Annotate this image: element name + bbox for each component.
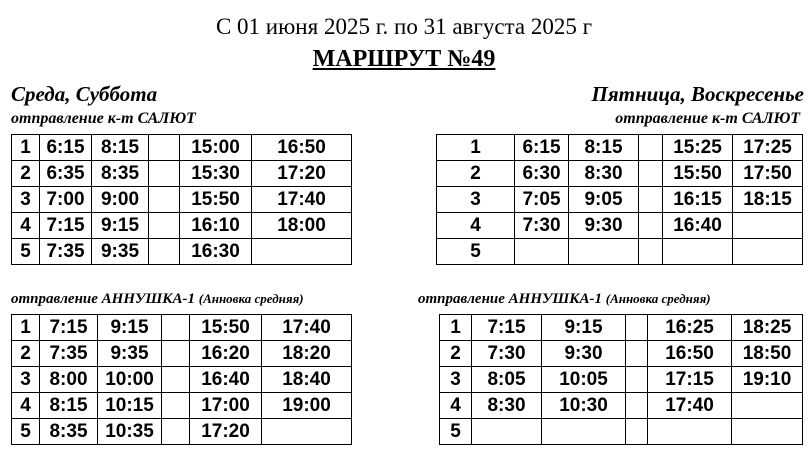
time-1-cell: 8:30 <box>472 393 542 419</box>
departure-label-annushka-left <box>11 291 304 308</box>
time-3-cell: 15:30 <box>180 161 252 187</box>
time-4-cell: 18:15 <box>733 187 803 213</box>
time-3-cell: 15:25 <box>663 135 733 161</box>
departure-label-salut-right: отправление к-т САЛЮТ <box>615 110 800 127</box>
empty-cell <box>626 393 648 419</box>
time-2-cell: 9:15 <box>92 213 149 239</box>
empty-cell <box>626 367 648 393</box>
time-2-cell: 9:30 <box>542 341 626 367</box>
empty-cell <box>626 419 648 445</box>
trip-number-cell: 4 <box>12 393 40 419</box>
time-4-cell: 18:20 <box>262 341 352 367</box>
departure-stop-name: отправление АННУШКА-1 <box>11 291 195 307</box>
time-1-cell: 7:30 <box>472 341 542 367</box>
time-1-cell: 7:35 <box>40 239 92 265</box>
schedule-row <box>12 161 352 187</box>
schedule-row <box>12 187 352 213</box>
schedule-body <box>12 135 352 265</box>
time-4-cell: 17:20 <box>252 161 352 187</box>
schedule-table-wed-sat-annushka <box>11 314 352 445</box>
empty-cell <box>162 393 190 419</box>
time-2-cell: 10:35 <box>98 419 162 445</box>
trip-number-cell: 2 <box>437 161 515 187</box>
time-2-cell: 9:15 <box>542 315 626 341</box>
time-1-cell: 7:30 <box>515 213 569 239</box>
schedule-row <box>440 341 803 367</box>
schedule-row <box>440 315 803 341</box>
trip-number-cell: 5 <box>437 239 515 265</box>
schedule-row <box>12 393 352 419</box>
time-3-cell: 16:25 <box>648 315 732 341</box>
empty-cell <box>639 135 663 161</box>
time-1-cell <box>515 239 569 265</box>
empty-cell <box>149 161 180 187</box>
time-3-cell: 15:00 <box>180 135 252 161</box>
empty-cell <box>162 419 190 445</box>
time-3-cell: 16:40 <box>190 367 262 393</box>
time-1-cell: 7:15 <box>40 213 92 239</box>
time-4-cell <box>732 393 803 419</box>
time-2-cell: 9:35 <box>98 341 162 367</box>
departure-label-salut-left: отправление к-т САЛЮТ <box>11 110 196 127</box>
time-3-cell: 17:15 <box>648 367 732 393</box>
empty-cell <box>639 239 663 265</box>
time-4-cell: 17:40 <box>262 315 352 341</box>
time-2-cell: 9:35 <box>92 239 149 265</box>
departure-stop-note: (Анновка средняя) <box>198 291 304 306</box>
time-1-cell <box>472 419 542 445</box>
time-1-cell: 7:00 <box>40 187 92 213</box>
time-4-cell: 18:50 <box>732 341 803 367</box>
schedule-row <box>440 393 803 419</box>
trip-number-cell: 5 <box>12 419 40 445</box>
trip-number-cell: 5 <box>12 239 40 265</box>
trip-number-cell: 5 <box>440 419 472 445</box>
time-1-cell: 6:30 <box>515 161 569 187</box>
schedule-body <box>12 315 352 445</box>
time-3-cell: 16:10 <box>180 213 252 239</box>
schedule-body <box>437 135 803 265</box>
empty-cell <box>639 161 663 187</box>
time-4-cell: 18:40 <box>262 367 352 393</box>
time-2-cell: 10:30 <box>542 393 626 419</box>
time-4-cell <box>252 239 352 265</box>
schedule-row <box>437 135 803 161</box>
time-2-cell: 9:30 <box>569 213 639 239</box>
time-4-cell: 19:00 <box>262 393 352 419</box>
time-4-cell: 19:10 <box>732 367 803 393</box>
schedule-row <box>437 187 803 213</box>
trip-number-cell: 3 <box>12 187 40 213</box>
time-2-cell: 8:15 <box>92 135 149 161</box>
time-1-cell: 8:00 <box>40 367 98 393</box>
empty-cell <box>162 341 190 367</box>
empty-cell <box>162 367 190 393</box>
time-1-cell: 6:15 <box>515 135 569 161</box>
empty-cell <box>639 187 663 213</box>
trip-number-cell: 4 <box>12 213 40 239</box>
time-3-cell: 16:40 <box>663 213 733 239</box>
schedule-row <box>437 239 803 265</box>
time-2-cell: 9:15 <box>98 315 162 341</box>
empty-cell <box>149 239 180 265</box>
time-1-cell: 6:35 <box>40 161 92 187</box>
trip-number-cell: 3 <box>437 187 515 213</box>
time-1-cell: 8:05 <box>472 367 542 393</box>
days-left-heading: Среда, Суббота <box>11 82 158 106</box>
trip-number-cell: 2 <box>440 341 472 367</box>
departure-stop-note: (Анновка средняя) <box>605 291 711 306</box>
time-1-cell: 7:15 <box>472 315 542 341</box>
time-2-cell: 8:30 <box>569 161 639 187</box>
empty-cell <box>626 315 648 341</box>
time-2-cell: 9:00 <box>92 187 149 213</box>
schedule-table-fri-sun-annushka <box>439 314 803 445</box>
time-3-cell: 16:15 <box>663 187 733 213</box>
time-4-cell <box>733 213 803 239</box>
trip-number-cell: 4 <box>440 393 472 419</box>
time-2-cell: 8:35 <box>92 161 149 187</box>
trip-number-cell: 1 <box>440 315 472 341</box>
departure-label-annushka-right <box>418 291 711 308</box>
route-title: МАРШРУТ №49 <box>312 46 496 72</box>
trip-number-cell: 3 <box>12 367 40 393</box>
time-4-cell: 17:50 <box>733 161 803 187</box>
time-3-cell: 16:50 <box>648 341 732 367</box>
time-1-cell: 7:35 <box>40 341 98 367</box>
time-3-cell: 17:20 <box>190 419 262 445</box>
departure-stop-name: отправление АННУШКА-1 <box>418 291 602 307</box>
days-right-heading: Пятница, Воскресенье <box>591 82 804 106</box>
trip-number-cell: 1 <box>12 315 40 341</box>
schedule-row <box>12 239 352 265</box>
schedule-row <box>12 341 352 367</box>
time-4-cell: 18:25 <box>732 315 803 341</box>
schedule-period: С 01 июня 2025 г. по 31 августа 2025 г <box>215 14 593 39</box>
empty-cell <box>149 213 180 239</box>
time-2-cell: 8:15 <box>569 135 639 161</box>
time-4-cell <box>262 419 352 445</box>
time-4-cell <box>733 239 803 265</box>
schedule-table-fri-sun-salut <box>436 134 803 265</box>
time-3-cell <box>648 419 732 445</box>
schedule-row <box>12 367 352 393</box>
empty-cell <box>626 341 648 367</box>
time-4-cell: 17:25 <box>733 135 803 161</box>
time-4-cell <box>732 419 803 445</box>
schedule-row <box>12 213 352 239</box>
time-1-cell: 7:05 <box>515 187 569 213</box>
schedule-row <box>440 419 803 445</box>
trip-number-cell: 1 <box>437 135 515 161</box>
time-2-cell <box>569 239 639 265</box>
empty-cell <box>639 213 663 239</box>
time-1-cell: 6:15 <box>40 135 92 161</box>
schedule-row <box>440 367 803 393</box>
trip-number-cell: 2 <box>12 161 40 187</box>
time-4-cell: 17:40 <box>252 187 352 213</box>
time-4-cell: 16:50 <box>252 135 352 161</box>
time-2-cell: 10:15 <box>98 393 162 419</box>
empty-cell <box>162 315 190 341</box>
schedule-row <box>12 419 352 445</box>
schedule-row <box>437 161 803 187</box>
time-3-cell: 15:50 <box>190 315 262 341</box>
schedule-table-wed-sat-salut <box>11 134 352 265</box>
time-4-cell: 18:00 <box>252 213 352 239</box>
time-1-cell: 7:15 <box>40 315 98 341</box>
time-2-cell: 9:05 <box>569 187 639 213</box>
trip-number-cell: 1 <box>12 135 40 161</box>
empty-cell <box>149 135 180 161</box>
trip-number-cell: 4 <box>437 213 515 239</box>
trip-number-cell: 2 <box>12 341 40 367</box>
trip-number-cell: 3 <box>440 367 472 393</box>
time-3-cell: 17:00 <box>190 393 262 419</box>
time-1-cell: 8:15 <box>40 393 98 419</box>
schedule-row <box>12 135 352 161</box>
time-3-cell: 15:50 <box>663 161 733 187</box>
time-1-cell: 8:35 <box>40 419 98 445</box>
schedule-row <box>12 315 352 341</box>
time-3-cell: 16:30 <box>180 239 252 265</box>
time-2-cell: 10:05 <box>542 367 626 393</box>
time-3-cell <box>663 239 733 265</box>
schedule-row <box>437 213 803 239</box>
time-3-cell: 17:40 <box>648 393 732 419</box>
time-3-cell: 16:20 <box>190 341 262 367</box>
time-2-cell: 10:00 <box>98 367 162 393</box>
time-2-cell <box>542 419 626 445</box>
empty-cell <box>149 187 180 213</box>
schedule-body <box>440 315 803 445</box>
time-3-cell: 15:50 <box>180 187 252 213</box>
